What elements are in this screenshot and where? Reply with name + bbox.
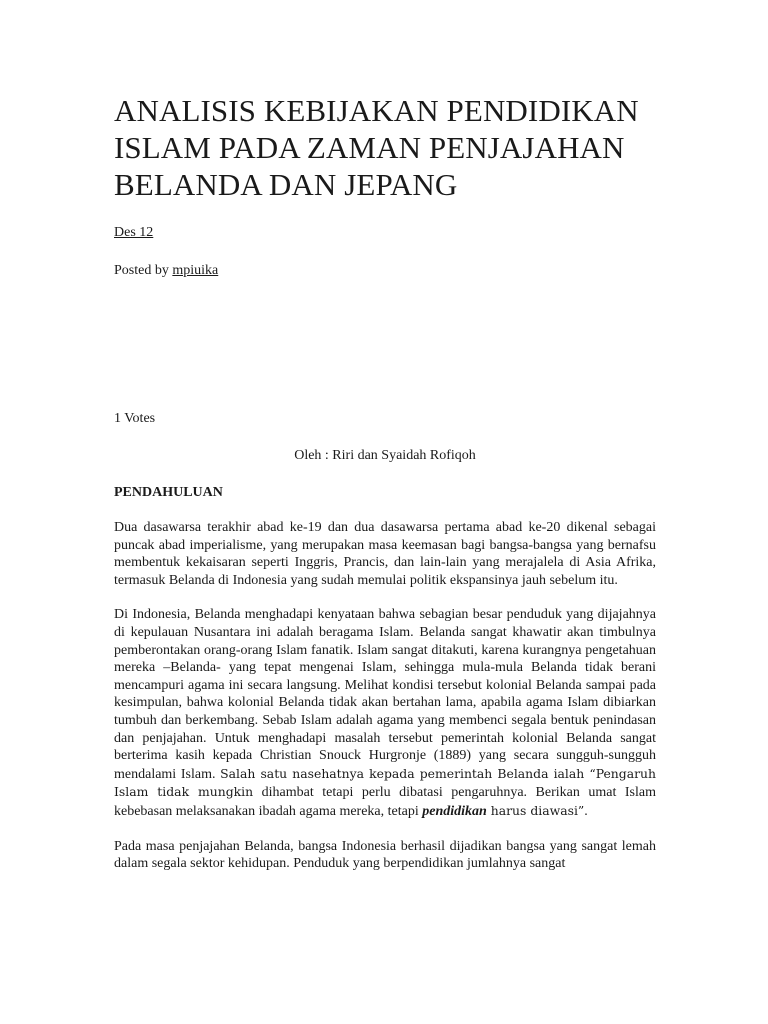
paragraph-2-quote-end: harus diawasi” — [486, 802, 585, 818]
author-link[interactable]: mpiuika — [172, 263, 219, 278]
document-page — [114, 92, 656, 873]
post-date-link[interactable]: Des 12 — [114, 225, 154, 240]
paragraph-2-quote-start: Salah satu nasehatnya kepada pemerintah Belanda ialah “Pengaruh Islam tidak mungkin — [114, 765, 656, 800]
paragraph-2 — [114, 606, 656, 820]
paragraph-2-emphasis: pendidikan — [422, 803, 487, 819]
paragraph-1: Dua dasawarsa terakhir abad ke-19 dan dua dasawarsa pertama abad ke-20 dikenal sebagai puncak abad imperialisme, yang merupakan masa keemasan bagi bangsa-bangsa yang bernafsu membentuk kekaisaran seperti Inggris, Prancis, dan lain-lain yang merajalela di Asia Afrika, termasuk Belanda di Indonesia yang sudah memulai politik ekspansinya jauh sebelum itu. — [114, 520, 656, 588]
paragraph-2-end: . — [584, 803, 588, 819]
paragraph-2-main: Di Indonesia, Belanda menghadapi kenyataan bahwa sebagian besar penduduk yang dijajahnya di kepulauan Nusantara ini adalah beragama Islam. Belanda sangat khawatir akan timbulnya pemberontakan orang-orang Islam fanatik. Islam sangat ditakuti, karena kurangnya pengetahuan mereka –Belanda- yang tepat mengenai Islam, sehingga mula-mula Belanda tidak berani mencampuri agama ini secara langsung. Melihat kondisi tersebut kolonial Belanda sampai pada kesimpulan, bahwa kolonial Belanda tidak akan bertahan lama, apabila agama Islam dibiarkan tumbuh dan berkembang. Sebab Islam adalah agama yang membenci segala bentuk penindasan dan penjajahan. Untuk menghadapi masalah tersebut pemerintah kolonial Belanda sangat berterima kasih kepada Christian Snouck Hurgronje (1889) yang secara sungguh-sungguh mendalami Islam. — [114, 607, 656, 782]
paragraph-3: Pada masa penjajahan Belanda, bangsa Indonesia berhasil dijadikan bangsa yang sangat lemah dalam segala sektor kehidupan. Penduduk yang berpendidikan jumlahnya sangat — [114, 838, 656, 872]
section-heading: PENDAHULUAN — [114, 485, 223, 500]
byline: Oleh : Riri dan Syaidah Rofiqoh — [294, 448, 476, 463]
article-title: ANALISIS KEBIJAKAN PENDIDIKAN ISLAM PADA ZAMAN PENJAJAHAN BELANDA DAN JEPANG — [114, 93, 639, 202]
post-date — [114, 224, 656, 242]
votes-count: 1 Votes — [114, 411, 156, 426]
posted-by — [114, 262, 656, 280]
paragraph-2-mid: dihambat tetapi perlu dibatasi pengaruhnya. Berikan umat Islam kebebasan melaksanakan ibadah agama mereka, tetapi — [114, 785, 656, 819]
posted-by-label: Posted by — [114, 263, 173, 278]
